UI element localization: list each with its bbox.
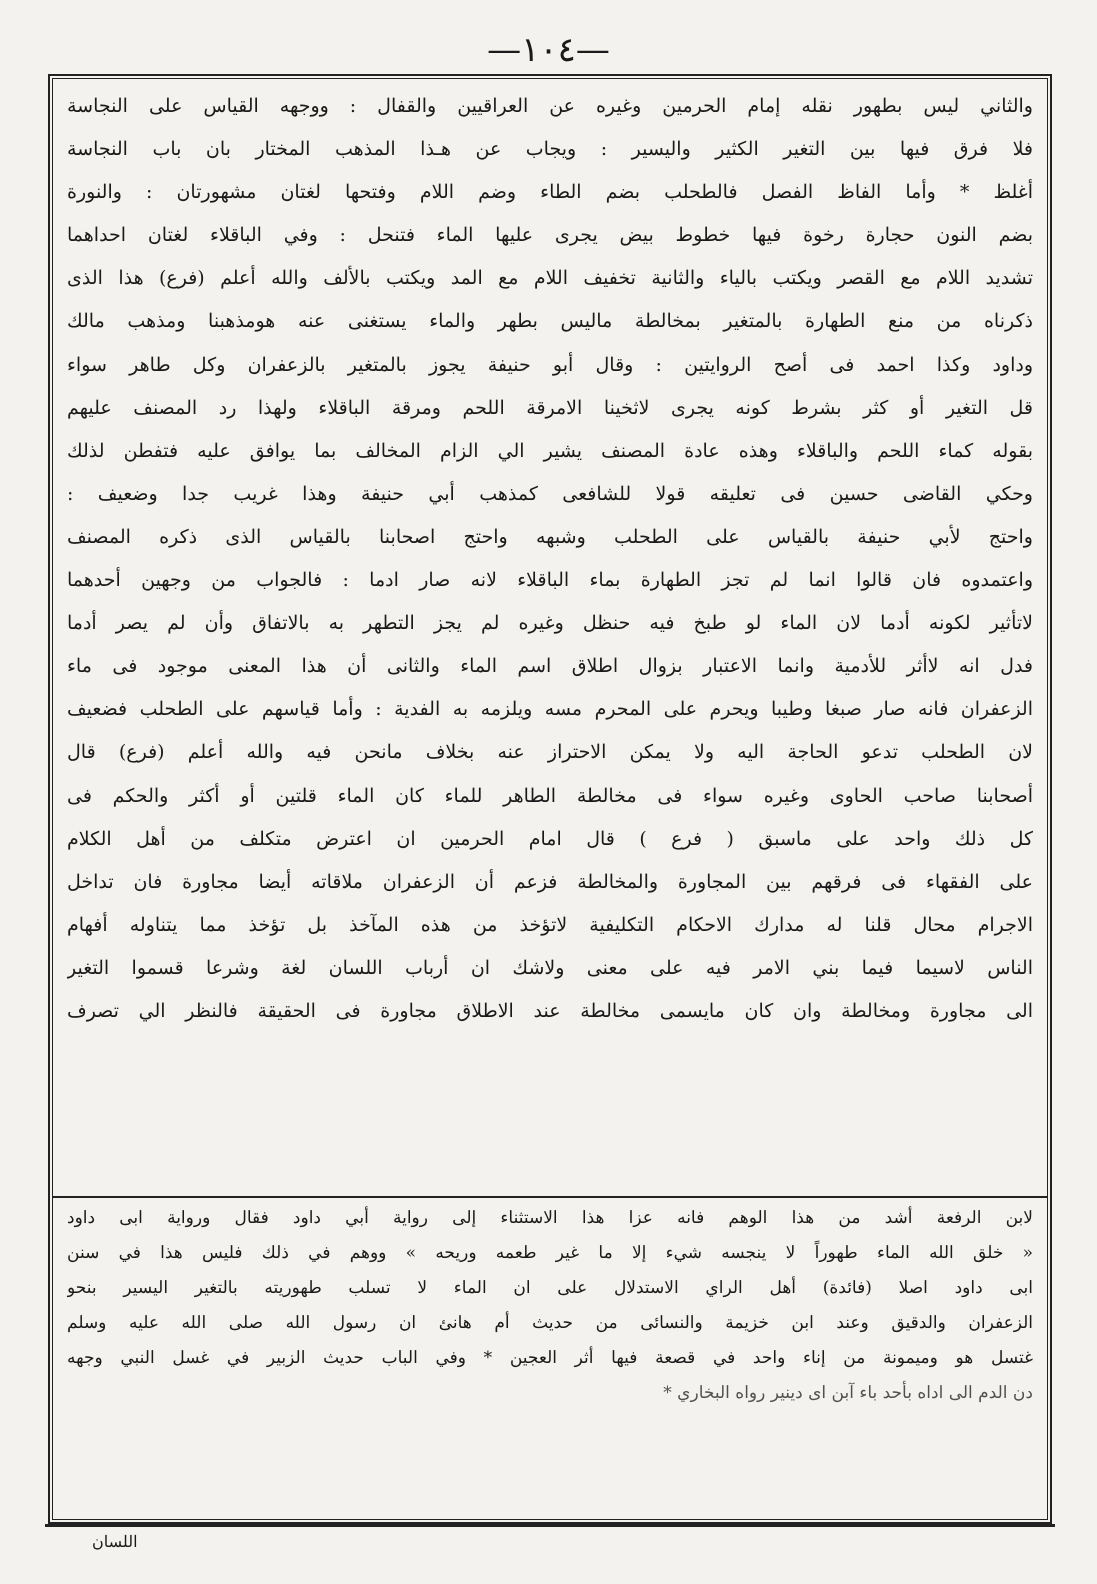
main-line: على الفقهاء فى فرقهم بين المجاورة والمخالطة فزعم أن الزعفران ملاقاته أيضا مجاورة فان تداخل <box>67 870 1033 893</box>
main-line: الزعفران فانه صار صبغا وطيبا ويحرم على المحرم مسه ويلزمه به الفدية : وأما قياسهم على الطحلب فضعيف <box>67 698 1033 721</box>
footnote-line: ابى داود اصلا (فائدة) أهل الراي الاستدلال على ان الماء لا تسلب طهوريته بالتغير اليسير بنحو <box>67 1278 1033 1298</box>
main-line: واحتج لأبي حنيفة بالقياس على الطحلب وشبهه واحتج اصحابنا بالقياس الذى ذكره المصنف <box>67 525 1033 548</box>
main-line: واعتمدوه فان قالوا انما لم تجز الطهارة بماء الباقلاء لانه صار ادما : فالجواب من وجهين أحدهما <box>67 569 1033 592</box>
main-line: قل التغير أو كثر بشرط كونه يجرى لاثخينا الامرقة اللحم ومرقة الباقلاء ولهذا رد المصنف عليهم <box>67 396 1033 419</box>
main-line: وداود وكذا احمد فى أصح الروايتين : وقال أبو حنيفة يجوز بالمتغير بالزعفران وكل طاهر سواء <box>67 353 1033 376</box>
main-line: أصحابنا صاحب الحاوى وغيره سواء فى مخالطة الطاهر للماء كان الماء قلتين أو أكثر والحكم فى <box>67 784 1033 807</box>
page-frame <box>52 78 1048 1520</box>
main-line: فدل انه لاأثر للأدمية وانما الاعتبار بزوال اطلاق اسم الماء والثانى أن هذا المعنى موجود فى ماء <box>67 655 1033 678</box>
footnote-line: الزعفران والدقيق وعند ابن خزيمة والنسائى من حديث أم هانئ ان رسول الله صلى الله عليه وسلم <box>67 1313 1033 1333</box>
main-line: الى مجاورة ومخالطة وان كان مايسمى مخالطة عند الاطلاق مجاورة فى الحقيقة فالنظر الي تصرف <box>67 999 1033 1022</box>
main-line: لاتأثير لكونه أدما لان الماء لو طبخ فيه حنظل وغيره لم يجز التطهر به بالاتفاق وأن لم يصر أدما <box>67 612 1033 635</box>
footnote-line: غتسل هو وميمونة من إناء واحد في قصعة فيها أثر العجين * وفي الباب حديث الزبير في غسل النبي وجهه <box>67 1348 1033 1368</box>
footnote-separator <box>53 1196 1047 1198</box>
main-line: تشديد اللام مع القصر ويكتب بالياء والثانية تخفيف اللام مع المد ويكتب بالألف والله أعلم (فرع) هذا الذى <box>67 267 1033 290</box>
main-line: بقوله كماء اللحم والباقلاء وهذه عادة المصنف يشير الي الزام المخالف بما يوافق عليه فتفطن لذلك <box>67 439 1033 462</box>
main-line: الناس لاسيما فيما بني الامر فيه على معنى ولاشك ان أرباب اللسان لغة وشرعا قسموا التغير <box>67 956 1033 979</box>
main-line: أغلظ * وأما الفاظ الفصل فالطحلب بضم الطاء وضم اللام وفتحها لغتان مشهورتان : والنورة <box>67 181 1033 204</box>
main-line: كل ذلك واحد على ماسبق ( فرع ) قال امام الحرمين ان اعترض متكلف من أهل الكلام <box>67 827 1033 850</box>
main-text <box>67 85 1033 1033</box>
page-number: —١٠٤— <box>487 30 610 70</box>
footnote-line: « خلق الله الماء طهوراً لا ينجسه شيء إلا ما غير طعمه وريحه » ووهم في ذلك فليس هذا في سنن <box>67 1243 1033 1263</box>
footnote-line: لابن الرفعة أشد من هذا الوهم فانه عزا هذا الاستثناء إلى رواية أبي داود فقال ورواية ابى داود <box>67 1208 1033 1228</box>
footnote-line: دن الدم الى اداه بأحد باء آبن اى دينير رواه البخاري * <box>663 1383 1033 1403</box>
main-line: بضم النون حجارة رخوة فيها خطوط بيض يجرى عليها الماء فتنحل : وفي الباقلاء لغتان احداهما <box>67 224 1033 247</box>
main-line: الاجرام محال قلنا له مدارك الاحكام التكليفية لاتؤخذ من هذه المآخذ بل تؤخذ مما يتناوله أفهام <box>67 913 1033 936</box>
main-line: لان الطحلب تدعو الحاجة اليه ولا يمكن الاحتراز عنه بخلاف مانحن فيه والله أعلم (فرع) قال <box>67 741 1033 764</box>
main-line: وحكي القاضى حسين فى تعليقه قولا للشافعى كمذهب أبي حنيفة وهذا غريب جدا وضعيف : <box>67 482 1033 505</box>
footnotes <box>67 1201 1033 1411</box>
main-line: والثاني ليس بطهور نقله إمام الحرمين وغيره عن العراقيين والقفال : ووجهه القياس على النجاسة <box>67 95 1033 117</box>
catchword: اللسان <box>92 1532 138 1551</box>
main-line: ذكرناه من منع الطهارة بالمتغير بمخالطة ماليس بطهر والماء يستغنى عنه هومذهبنا ومذهب مالك <box>67 310 1033 333</box>
main-line: فلا فرق فيها بين التغير الكثير واليسير : ويجاب عن هـذا المذهب المختار بان باب النجاسة <box>67 138 1033 161</box>
